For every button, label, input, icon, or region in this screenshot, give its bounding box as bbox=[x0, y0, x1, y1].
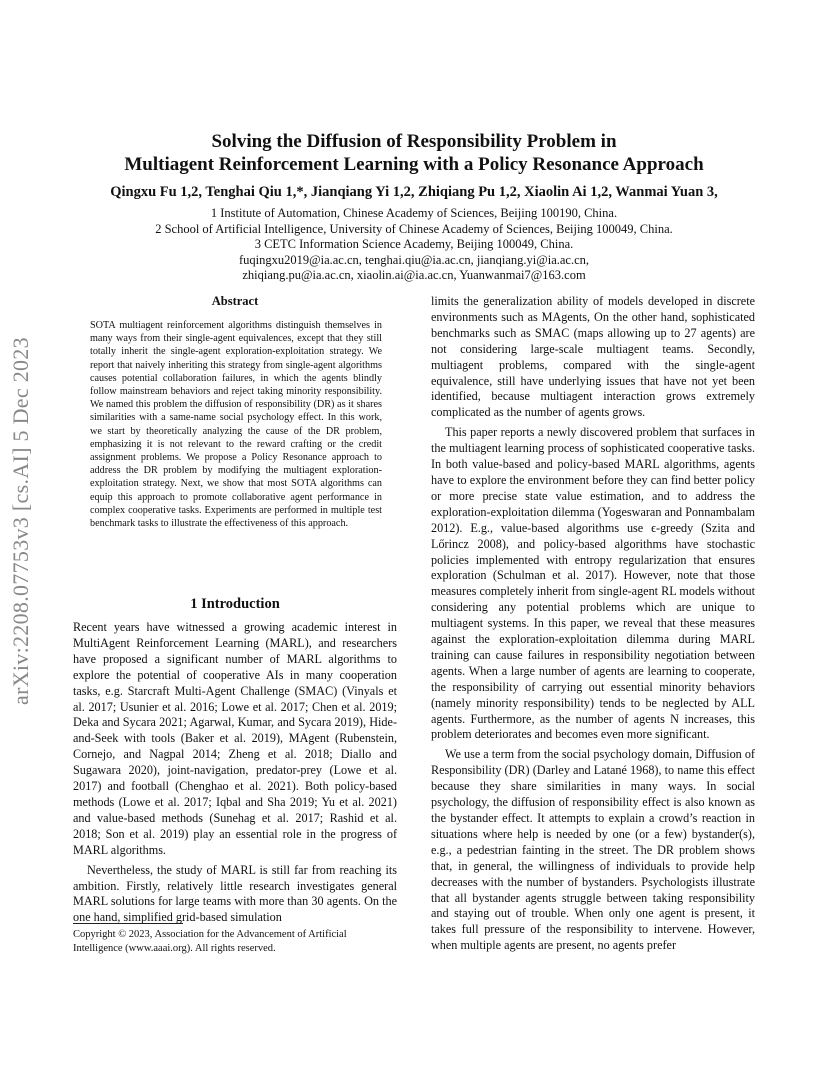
intro-paragraph-1: Recent years have witnessed a growing academic interest in MultiAgent Reinforcement Learning (MARL), and researchers have proposed a significant number of MARL algorithms to explore the potential of cooperative AIs in many cooperation tasks, e.g. Starcraft Multi-Agent Challenge (SMAC) (Vinyals et al. 2017; Usunier et al. 2016; Lowe et al. 2017; Chen et al. 2019; Deka and Sycara 2021; Agarwal, Kumar, and Sycara 2019), Hide-and-Seek with tools (Baker et al. 2019), MAgent (Rubenstein, Cornejo, and Nagpal 2014; Zheng et al. 2018; Diallo and Sugawara 2020), joint-navigation, predator-prey (Lowe et al. 2017) and football (Chenghao et al. 2021). Both policy-based methods (Lowe et al. 2017; Iqbal and Sha 2019; Yu et al. 2021) and value-based methods (Sunehag et al. 2017; Rashid et al. 2018; Son et al. 2019) play an essential role in the progress of MARL algorithms. bbox=[73, 620, 397, 857]
copyright-footnote: Copyright © 2023, Association for the Advancement of Artificial Intelligence (www.aaai.org). All rights reserved. bbox=[73, 929, 347, 954]
title-line-1: Solving the Diffusion of Responsibility Problem in bbox=[211, 131, 617, 152]
intro-paragraph-2: Nevertheless, the study of MARL is still far from reaching its ambition. Firstly, relatively little research investigates general MARL solutions for large teams with more than 30 agents. On the one hand, simplified grid-based simulation bbox=[73, 862, 397, 925]
affiliation-1: 1 Institute of Automation, Chinese Academy of Sciences, Beijing 100190, China. bbox=[210, 206, 618, 220]
abstract-text: SOTA multiagent reinforcement algorithms distinguish themselves in many ways from their single-agent equivalences, except that they still totally inherit the single-agent exploration-exploitation strategy. We report that naively inheriting this strategy from single-agent algorithms causes potential collaboration failures, in which the agents blindly follow mainstream behaviors and reject taking minority responsibility. We named this problem the diffusion of responsibility (DR) as it shares similarities with a same-name social psychology effect. In this work, we start by theoretically analyzing the cause of the DR problem, emphasizing it is not relevant to the reward crafting or the credit assignment problems. We propose a Policy Resonance approach to address the DR problem by modifying the multiagent exploration-exploitation strategy. Next, we show that most SOTA algorithms can equip this approach to promote collaborative agent performance in complex cooperative tasks. Experiments are performed in multiple test benchmark tasks to illustrate the effectiveness of this approach. bbox=[90, 320, 382, 530]
affiliations bbox=[80, 206, 748, 284]
section-heading-introduction: 1 Introduction bbox=[190, 596, 280, 612]
abstract-heading: Abstract bbox=[211, 294, 259, 308]
author-list: Qingxu Fu 1,2, Tenghai Qiu 1,*, Jianqiang Yi 1,2, Zhiqiang Pu 1,2, Xiaolin Ai 1,2, Wanmai Yuan 3, bbox=[110, 184, 718, 200]
footnote-divider bbox=[73, 923, 183, 924]
paper-title bbox=[80, 130, 748, 176]
title-line-2: Multiagent Reinforcement Learning with a Policy Resonance Approach bbox=[124, 154, 704, 175]
arxiv-identifier: arXiv:2208.07753v3 [cs.AI] 5 Dec 2023 bbox=[8, 337, 33, 705]
right-paragraph-3: We use a term from the social psychology domain, Diffusion of Responsibility (DR) (Darley and Latané 1968), to name this effect because they share similarities in many ways. In social psychology, the diffusion of responsibility effect is also known as the bystander effect. It attempts to explain a crowd’s reaction in situations where help is needed by one (or a few) bystander(s), e.g., a pedestrian fainting in the street. The DR problem shows that, in general, the willingness of individuals to provide help decreases with the number of bystanders. Psychologists illustrate that all bystander agents struggle between taking responsibility and staying out of trouble. When only one agent is present, it takes full pressure of the responsibility to intervene. However, when multiple agents are present, no agents prefer bbox=[431, 747, 755, 953]
right-column-body bbox=[431, 294, 755, 954]
affiliation-3: 3 CETC Information Science Academy, Beijing 100049, China. bbox=[254, 237, 574, 252]
right-paragraph-1: limits the generalization ability of models developed in discrete environments such as MAgents, On the other hand, sophisticated benchmarks such as SMAC (maps allowing up to 27 agents) are not considering large-scale multiagent teams. Secondly, multiagent problems, compared with the single-agent equivalence, still have underlying issues that have not yet been identified, because multiagent interaction grows extremely complicated as the number of agents grows. bbox=[431, 294, 755, 420]
right-paragraph-2: This paper reports a newly discovered problem that surfaces in the multiagent learning process of sophisticated cooperative tasks. In both value-based and policy-based MARL algorithms, agents have to explore the environment before they can find better policy or more precise state value estimation, and to address the exploration-exploitation dilemma (Yogeswaran and Ponnambalam 2012). E.g., value-based algorithms use ϵ-greedy (Szita and Lőrincz 2008), and policy-based algorithms have stochastic policies implemented with entropy regularization that ensures exploration (Schulman et al. 2017). However, note that those measures completely inherit from single-agent RL models without considering any potential problems which are unique to multiagent systems. In this paper, we reveal that these measures against the exploration-exploitation dilemma during MARL training can cause failures in responsibility negotiation between agents. When a large number of agents are learning to cooperate, the responsibility of carrying out essential minority behaviors (namely minority responsibility) tends to be neglected by ALL agents. Furthermore, as the number of agents N increases, this problem deteriorates and becomes even more significant. bbox=[431, 425, 755, 742]
email-line-2: zhiqiang.pu@ia.ac.cn, xiaolin.ai@ia.ac.cn, Yuanwanmai7@163.com bbox=[242, 268, 586, 283]
affiliation-2: 2 School of Artificial Intelligence, University of Chinese Academy of Sciences, Beijing 100049, China. bbox=[155, 221, 673, 236]
email-line-1: fuqingxu2019@ia.ac.cn, tenghai.qiu@ia.ac.cn, jianqiang.yi@ia.ac.cn, bbox=[238, 252, 590, 267]
introduction-body bbox=[73, 620, 397, 926]
